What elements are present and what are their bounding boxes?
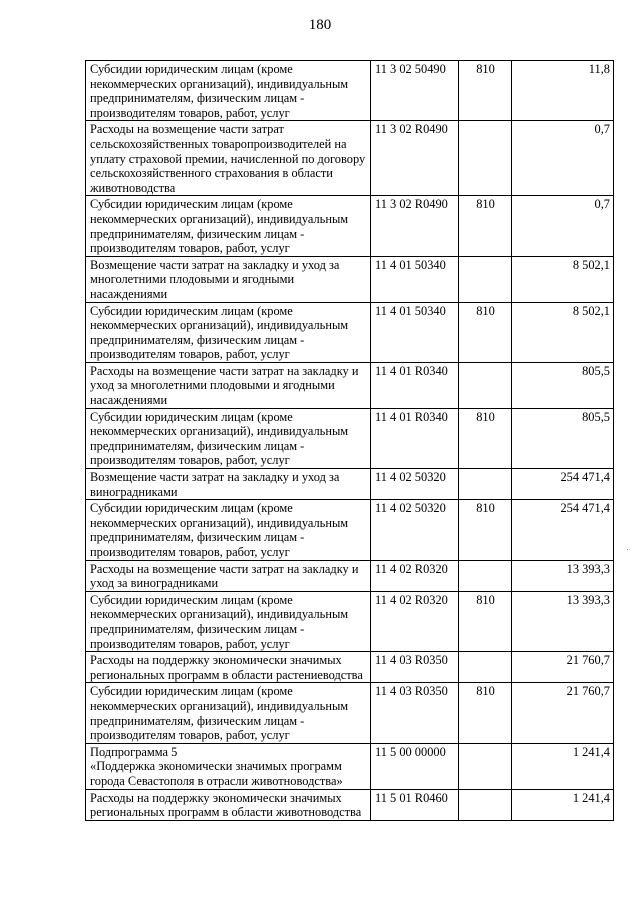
row-name-cell: Субсидии юридическим лицам (кроме некоммерческих организаций), индивидуальным предпринимателям, физическим лицам - производителям товаров, работ, услуг xyxy=(86,500,371,560)
row-vr-cell xyxy=(459,789,512,820)
table-row xyxy=(86,591,614,651)
row-name-cell: Субсидии юридическим лицам (кроме некоммерческих организаций), индивидуальным предпринимателям, физическим лицам - производителям товаров, работ, услуг xyxy=(86,61,371,121)
row-name-cell: Расходы на возмещение части затрат на закладку и уход за виноградниками xyxy=(86,560,371,591)
row-vr-cell: 810 xyxy=(459,591,512,651)
row-name-cell: Субсидии юридическим лицам (кроме некоммерческих организаций), индивидуальным предпринимателям, физическим лицам - производителям товаров, работ, услуг xyxy=(86,683,371,743)
table-row xyxy=(86,789,614,820)
table-row xyxy=(86,121,614,196)
row-vr-cell: 810 xyxy=(459,196,512,256)
row-vr-cell: 810 xyxy=(459,500,512,560)
table-row xyxy=(86,196,614,256)
row-code-cell: 11 4 02 50320 xyxy=(371,469,459,500)
row-sum-cell: 8 502,1 xyxy=(512,256,614,302)
row-vr-cell xyxy=(459,469,512,500)
row-name-cell: Субсидии юридическим лицам (кроме некоммерческих организаций), индивидуальным предпринимателям, физическим лицам - производителям товаров, работ, услуг xyxy=(86,408,371,468)
row-vr-cell: 810 xyxy=(459,302,512,362)
row-code-cell: 11 4 02 R0320 xyxy=(371,591,459,651)
row-code-cell: 11 4 03 R0350 xyxy=(371,683,459,743)
table-row xyxy=(86,362,614,408)
table-row xyxy=(86,500,614,560)
row-vr-cell: 810 xyxy=(459,683,512,743)
row-code-cell: 11 4 02 R0320 xyxy=(371,560,459,591)
row-vr-cell: 810 xyxy=(459,61,512,121)
table-row xyxy=(86,256,614,302)
table-row xyxy=(86,408,614,468)
budget-table xyxy=(85,60,614,821)
row-vr-cell xyxy=(459,560,512,591)
table-row xyxy=(86,61,614,121)
table-row xyxy=(86,560,614,591)
row-sum-cell: 8 502,1 xyxy=(512,302,614,362)
row-code-cell: 11 4 01 R0340 xyxy=(371,408,459,468)
row-name-cell: Субсидии юридическим лицам (кроме некоммерческих организаций), индивидуальным предпринимателям, физическим лицам - производителям товаров, работ, услуг xyxy=(86,591,371,651)
row-name-cell: Субсидии юридическим лицам (кроме некоммерческих организаций), индивидуальным предпринимателям, физическим лицам - производителям товаров, работ, услуг xyxy=(86,302,371,362)
row-code-cell: 11 3 02 R0490 xyxy=(371,196,459,256)
row-name-cell: Расходы на поддержку экономически значимых региональных программ в области растениеводства xyxy=(86,652,371,683)
row-sum-cell: 1 241,4 xyxy=(512,743,614,789)
row-code-cell: 11 4 01 50340 xyxy=(371,256,459,302)
row-vr-cell xyxy=(459,256,512,302)
table-row xyxy=(86,302,614,362)
row-name-cell: Субсидии юридическим лицам (кроме некоммерческих организаций), индивидуальным предпринимателям, физическим лицам - производителям товаров, работ, услуг xyxy=(86,196,371,256)
row-sum-cell: 805,5 xyxy=(512,408,614,468)
row-sum-cell: 254 471,4 xyxy=(512,500,614,560)
row-name-cell: Расходы на возмещение части затрат сельскохозяйственных товаропроизводителей на уплату страховой премии, начисленной по договору сельскохозяйственного страхования в области животноводства xyxy=(86,121,371,196)
row-sum-cell: 11,8 xyxy=(512,61,614,121)
row-code-cell: 11 5 01 R0460 xyxy=(371,789,459,820)
page-number: 180 xyxy=(308,17,332,33)
row-sum-cell: 254 471,4 xyxy=(512,469,614,500)
row-code-cell: 11 3 02 R0490 xyxy=(371,121,459,196)
row-code-cell: 11 4 01 R0340 xyxy=(371,362,459,408)
budget-table-body xyxy=(86,61,614,821)
row-name-cell: Расходы на поддержку экономически значимых региональных программ в области животноводства xyxy=(86,789,371,820)
row-vr-cell xyxy=(459,121,512,196)
row-sum-cell: 13 393,3 xyxy=(512,591,614,651)
row-name-cell: Расходы на возмещение части затрат на закладку и уход за многолетними плодовыми и ягодными насаждениями xyxy=(86,362,371,408)
row-vr-cell: 810 xyxy=(459,408,512,468)
row-code-cell: 11 3 02 50490 xyxy=(371,61,459,121)
table-row xyxy=(86,743,614,789)
row-sum-cell: 0,7 xyxy=(512,196,614,256)
row-name-cell: Подпрограмма 5 «Поддержка экономически значимых программ города Севастополя в отрасли животноводства» xyxy=(86,743,371,789)
row-code-cell: 11 5 00 00000 xyxy=(371,743,459,789)
row-sum-cell: 21 760,7 xyxy=(512,652,614,683)
row-code-cell: 11 4 02 50320 xyxy=(371,500,459,560)
row-sum-cell: 805,5 xyxy=(512,362,614,408)
row-vr-cell xyxy=(459,652,512,683)
row-code-cell: 11 4 01 50340 xyxy=(371,302,459,362)
row-code-cell: 11 4 03 R0350 xyxy=(371,652,459,683)
scan-speck xyxy=(626,548,629,551)
row-sum-cell: 13 393,3 xyxy=(512,560,614,591)
row-vr-cell xyxy=(459,743,512,789)
table-row xyxy=(86,469,614,500)
row-vr-cell xyxy=(459,362,512,408)
table-row xyxy=(86,683,614,743)
row-sum-cell: 1 241,4 xyxy=(512,789,614,820)
table-row xyxy=(86,652,614,683)
row-name-cell: Возмещение части затрат на закладку и уход за виноградниками xyxy=(86,469,371,500)
row-sum-cell: 0,7 xyxy=(512,121,614,196)
row-name-cell: Возмещение части затрат на закладку и уход за многолетними плодовыми и ягодными насаждениями xyxy=(86,256,371,302)
row-sum-cell: 21 760,7 xyxy=(512,683,614,743)
